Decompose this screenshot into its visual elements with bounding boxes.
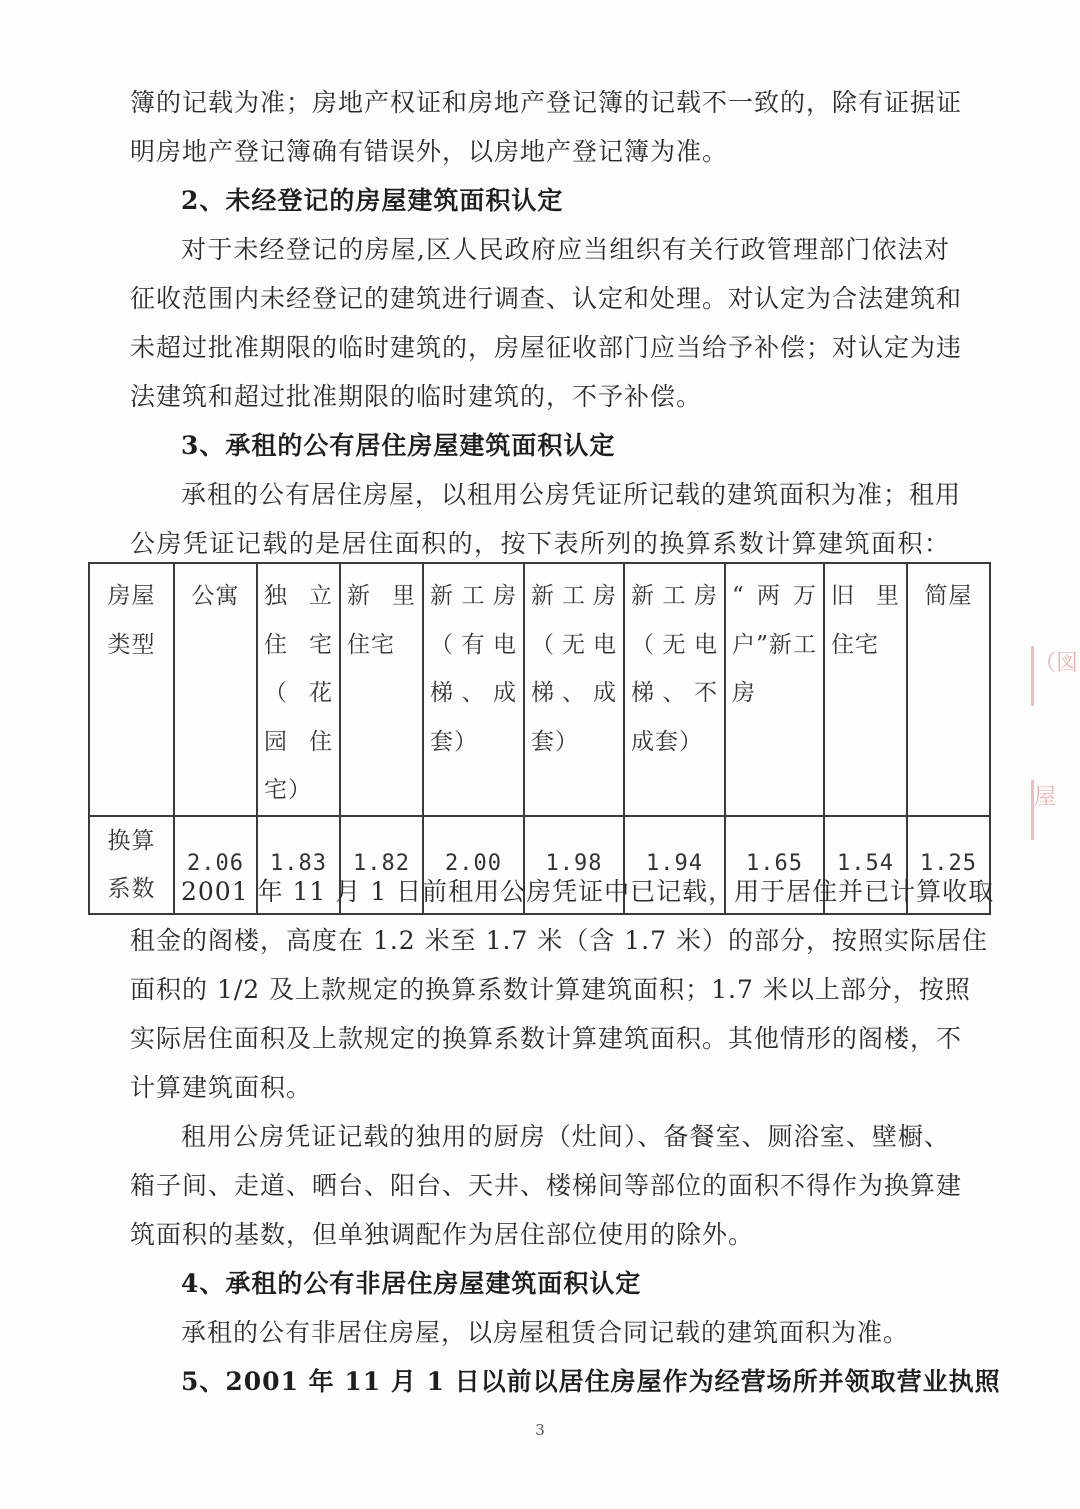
table-cell-coefficient: 1.65 bbox=[725, 816, 824, 914]
paragraph-line: 计算建筑面积。 bbox=[130, 1073, 313, 1102]
table-cell-type: 新工房（无电梯、不成套） bbox=[624, 563, 725, 816]
table-cell-type: 新工房（无电梯、成套） bbox=[524, 563, 624, 816]
paragraph-line: 租金的阁楼，高度在 1.2 米至 1.7 米（含 1.7 米）的部分，按照实际居住 bbox=[130, 926, 988, 955]
conversion-coefficient-table bbox=[88, 562, 995, 915]
table-cell-coefficient: 2.06 bbox=[174, 816, 257, 914]
paragraph-line: 租用公房凭证记载的独用的厨房（灶间）、备餐室、厕浴室、壁橱、 bbox=[181, 1122, 950, 1151]
table-cell-coefficient: 1.83 bbox=[257, 816, 340, 914]
page-number: 3 bbox=[535, 1421, 545, 1439]
paragraph-line: 公房凭证记载的是居住面积的，按下表所列的换算系数计算建筑面积： bbox=[130, 529, 950, 558]
table-row-types bbox=[89, 563, 990, 816]
section-heading-3: 3、承租的公有居住房屋建筑面积认定 bbox=[181, 431, 616, 460]
table-cell-coefficient: 2.00 bbox=[423, 816, 524, 914]
table-cell-coefficient: 1.94 bbox=[624, 816, 725, 914]
table-cell-type: 公寓 bbox=[174, 563, 257, 816]
table-header-coefficient: 换算系数 bbox=[89, 816, 174, 914]
paragraph-line: 簿的记载为准；房地产权证和房地产登记簿的记载不一致的，除有证据证 bbox=[130, 88, 963, 117]
section-heading-5: 5、2001 年 11 月 1 日以前以居住房屋作为经营场所并领取营业执照 bbox=[181, 1367, 1001, 1396]
paragraph-line: 承租的公有非居住房屋，以房屋租赁合同记载的建筑面积为准。 bbox=[181, 1318, 910, 1347]
table-cell-type: 简屋 bbox=[907, 563, 990, 816]
paragraph-line: 实际居住面积及上款规定的换算系数计算建筑面积。其他情形的阁楼，不 bbox=[130, 1024, 963, 1053]
table-header-type: 房屋类型 bbox=[89, 563, 174, 816]
table-cell-type: 旧里住宅 bbox=[824, 563, 907, 816]
paragraph-line: 箱子间、走道、晒台、阳台、天井、楼梯间等部位的面积不得作为换算建 bbox=[130, 1171, 963, 1200]
table-cell-type: 独立住宅（花园住宅） bbox=[257, 563, 340, 816]
table-cell-type: 新里住宅 bbox=[340, 563, 423, 816]
table-cell-coefficient: 1.98 bbox=[524, 816, 624, 914]
table-cell-coefficient: 1.82 bbox=[340, 816, 423, 914]
table-cell-type: 新工房（有电梯、成套） bbox=[423, 563, 524, 816]
paragraph-line: 征收范围内未经登记的建筑进行调查、认定和处理。对认定为合法建筑和 bbox=[130, 284, 963, 313]
paragraph-line: 面积的 1/2 及上款规定的换算系数计算建筑面积；1.7 米以上部分，按照 bbox=[130, 975, 971, 1004]
table-cell-coefficient: 1.25 bbox=[907, 816, 990, 914]
table-cell-type: “两万户”新工房 bbox=[725, 563, 824, 816]
paragraph-line: 对于未经登记的房屋,区人民政府应当组织有关行政管理部门依法对 bbox=[181, 235, 950, 264]
section-heading-2: 2、未经登记的房屋建筑面积认定 bbox=[181, 186, 564, 215]
seal-stamp-fragment: 屋 bbox=[1031, 780, 1068, 840]
paragraph-line: 承租的公有居住房屋，以租用公房凭证所记载的建筑面积为准；租用 bbox=[181, 480, 962, 509]
table-cell-coefficient: 1.54 bbox=[824, 816, 907, 914]
paragraph-line: 2001 年 11 月 1 日前租用公房凭证中已记载，用于居住并已计算收取 bbox=[181, 877, 995, 906]
seal-stamp-fragment: （図 bbox=[1031, 646, 1068, 706]
paragraph-line: 法建筑和超过批准期限的临时建筑的，不予补偿。 bbox=[130, 382, 703, 411]
section-heading-4: 4、承租的公有非居住房屋建筑面积认定 bbox=[181, 1269, 642, 1298]
paragraph-line: 筑面积的基数，但单独调配作为居住部位使用的除外。 bbox=[130, 1220, 755, 1249]
paragraph-line: 明房地产登记簿确有错误外，以房地产登记簿为准。 bbox=[130, 137, 729, 166]
paragraph-line: 未超过批准期限的临时建筑的，房屋征收部门应当给予补偿；对认定为违 bbox=[130, 333, 963, 362]
